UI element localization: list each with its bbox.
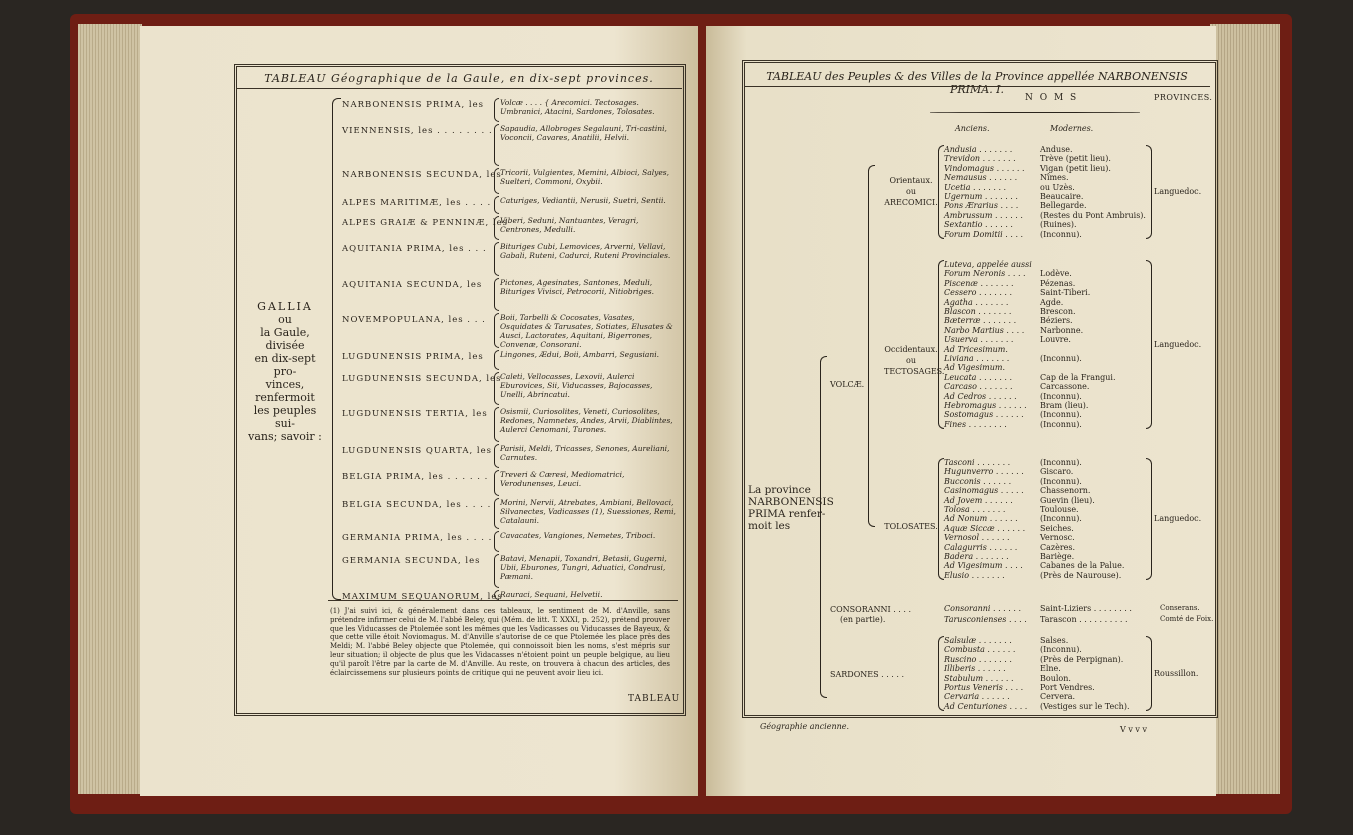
modern-name: Cervera. bbox=[1040, 692, 1076, 702]
modern-name: ou Uzès. bbox=[1040, 182, 1075, 192]
header-noms: N O M S bbox=[1025, 93, 1079, 103]
ancient-name: Tolosa . . . . . . . bbox=[944, 505, 1006, 514]
modern-name: Toulouse. bbox=[1040, 505, 1079, 514]
ancient-name: Cessero . . . . . . . bbox=[944, 288, 1013, 298]
province-name: NARBONENSIS PRIMA, les bbox=[342, 100, 484, 110]
province-peoples: Tricorii, Vulgientes, Memini, Albioci, Salyes, Suelteri, Commoni, Oxybii. bbox=[500, 168, 669, 186]
region-label: Orientaux. bbox=[889, 176, 933, 185]
modern-name: Port Vendres. bbox=[1040, 683, 1095, 692]
province-name: LUGDUNENSIS TERTIA, les bbox=[342, 409, 488, 419]
modern-name: Agde. bbox=[1040, 297, 1064, 307]
province-peoples: Bituriges Cubi, Lemovices, Arverni, Vellavi, Gabali, Ruteni, Cadurci, Ruteni Provinciales. bbox=[500, 242, 671, 260]
ancient-name: Casinomagus . . . . . bbox=[944, 486, 1024, 496]
modern-name: Guevin (lieu). bbox=[1040, 495, 1095, 505]
modern-name: Cap de la Frangui. bbox=[1040, 372, 1116, 382]
modern-name: Pézenas. bbox=[1040, 278, 1076, 288]
ancient-name: Ad Vigesimum . . . . bbox=[944, 561, 1023, 571]
gallia-line: GALLIA bbox=[257, 300, 313, 313]
footnote-rule bbox=[328, 600, 678, 601]
province-brace bbox=[494, 372, 499, 405]
province-name: Roussillon. bbox=[1154, 668, 1199, 678]
ancient-name: Combusta . . . . . . bbox=[944, 645, 1016, 655]
modern-name: Bariège. bbox=[1040, 552, 1075, 561]
province-brace-right bbox=[1146, 145, 1152, 239]
province-brace bbox=[494, 498, 499, 529]
intro-brace bbox=[820, 356, 827, 698]
province-name: AQUITANIA PRIMA, les . . . bbox=[342, 244, 487, 254]
ancient-name: Illiberis . . . . . . bbox=[944, 664, 1006, 674]
header-modernes: Modernes. bbox=[1050, 124, 1094, 133]
modern-name: (Inconnu). bbox=[1040, 229, 1082, 239]
modern-name: Saint-Liziers . . . . . . . . bbox=[1040, 604, 1132, 613]
footer-left: Géographie ancienne. bbox=[760, 722, 850, 731]
modern-name: (Inconnu). bbox=[1040, 476, 1082, 486]
page-edges-left bbox=[78, 24, 142, 794]
ancient-name: Fines . . . . . . . . bbox=[944, 419, 1007, 429]
modern-name: Louvre. bbox=[1040, 335, 1071, 345]
province-brace-right bbox=[1146, 260, 1152, 429]
ancient-name: Agatha . . . . . . . bbox=[944, 297, 1009, 307]
province-name: MAXIMUM SEQUANORUM, les bbox=[342, 592, 503, 602]
region-label: ou bbox=[906, 187, 916, 196]
modern-name: (Inconnu). bbox=[1040, 410, 1082, 420]
modern-name: Béziers. bbox=[1040, 316, 1073, 326]
province-name: BELGIA SECUNDA, les . . . . bbox=[342, 500, 492, 510]
volcae-label: VOLCÆ. bbox=[830, 380, 865, 389]
ancient-name: Portus Veneris . . . . bbox=[944, 683, 1024, 692]
consoranni-label: CONSORANNI . . . . bbox=[830, 605, 912, 614]
gallia-brace bbox=[332, 98, 341, 600]
modern-name: Vigan (petit lieu). bbox=[1040, 163, 1111, 173]
province-brace-right bbox=[1146, 636, 1152, 711]
group-brace bbox=[938, 145, 944, 239]
region-label: ou bbox=[906, 356, 916, 365]
province-brace bbox=[494, 407, 499, 442]
modern-name: (Près de Naurouse). bbox=[1040, 570, 1122, 580]
province-name: BELGIA PRIMA, les . . . . . . bbox=[342, 472, 489, 482]
gallia-line: ou bbox=[278, 313, 292, 326]
left-title-rule bbox=[236, 88, 682, 89]
modern-name: (Inconnu). bbox=[1040, 419, 1082, 429]
intro-line: NARBONENSIS bbox=[748, 496, 834, 508]
province-peoples: Viberi, Seduni, Nantuantes, Veragri, Centrones, Medulli. bbox=[500, 216, 639, 234]
ancient-name: Hugunverro . . . . . . bbox=[944, 467, 1024, 477]
province-peoples: Batavi, Menapii, Toxandri, Betasii, Gugerni, Ubii, Eburones, Tungri, Aduatici, Condrusi, Pæmani. bbox=[500, 554, 667, 581]
modern-name: (Inconnu). bbox=[1040, 645, 1082, 655]
province-peoples: Parisii, Meldi, Tricasses, Senones, Aureliani, Carnutes. bbox=[500, 444, 670, 462]
ancient-name: Ambrussum . . . . . . bbox=[944, 210, 1023, 220]
ancient-name: Andusia . . . . . . . bbox=[944, 145, 1013, 154]
ancient-name: Luteva, appelée aussi bbox=[944, 260, 1032, 269]
sardones-label: SARDONES . . . . . bbox=[830, 670, 905, 679]
ancient-name: Narbo Martius . . . . bbox=[944, 325, 1025, 335]
gallia-line: en dix-sept pro- bbox=[254, 352, 316, 378]
footer-right: V v v v bbox=[1120, 725, 1147, 734]
province-name: NOVEMPOPULANA, les . . . bbox=[342, 315, 486, 325]
province-brace bbox=[494, 313, 499, 348]
province-peoples: Caleti, Vellocasses, Lexovii, Aulerci Eburovices, Sii, Viducasses, Bajocasses, Unelli, Abrincatui. bbox=[500, 372, 653, 399]
modern-name: Cabanes de la Palue. bbox=[1040, 561, 1125, 571]
ancient-name: Liviana . . . . . . . bbox=[944, 354, 1010, 363]
modern-name: Chassenorn. bbox=[1040, 486, 1091, 496]
page-edges-right bbox=[1210, 24, 1280, 794]
modern-name: Nîmes. bbox=[1040, 173, 1069, 183]
modern-name: Lodève. bbox=[1040, 269, 1072, 279]
intro-line: moit les bbox=[748, 520, 791, 532]
footnote: (1) J'ai suivi ici, & généralement dans ces tableaux, le sentiment de M. d'Anville, sans prétendre infirmer celui de M. l'abbé Beley, qui (Mém. de litt. T. XXXI, p. 252), prétend prouver que les Viducasses de Ptolemée sont les mêmes que les Vadicasses ou Viducasses de Bayeux, & que cette ville étoit Noviomagus. M. d'Anville s'autorise de ce que Ptolemée les place près des Meldi; M. l'abbé Beley objecte que Ptolemée, qui connoissoit bien les noms, s'est mépris sur leur situation; il objecte de plus que les Vidacasses n'étoient point un peuple belgique, au lieu qu'il paroît l'être par la carte de M. d'Anville. Au reste, on trouvera à chacun des articles, des éclaircissemens sur plusieurs points de critique qui ne peuvent avoir lieu ici. bbox=[330, 607, 670, 677]
province-brace bbox=[494, 554, 499, 588]
modern-name: (Près de Perpignan). bbox=[1040, 654, 1124, 664]
ancient-name: Nemausus . . . . . . bbox=[944, 173, 1018, 183]
ancient-name: Stabulum . . . . . . bbox=[944, 673, 1014, 683]
modern-name: Narbonne. bbox=[1040, 325, 1084, 335]
ancient-name: Ugernum . . . . . . . bbox=[944, 192, 1018, 201]
modern-name: Bram (lieu). bbox=[1040, 401, 1089, 410]
group-brace bbox=[938, 636, 944, 711]
ancient-name: Piscenæ . . . . . . . bbox=[944, 278, 1014, 288]
province-brace bbox=[494, 242, 499, 276]
province-brace bbox=[494, 531, 499, 552]
volcae-brace bbox=[868, 165, 875, 527]
ancient-name: Ad Vigesimum. bbox=[944, 363, 1006, 373]
province-brace-right bbox=[1146, 458, 1152, 580]
province-name: Languedoc. bbox=[1154, 187, 1202, 196]
gallia-line: vinces, renfermoit bbox=[255, 378, 315, 404]
ancient-name: Blascon . . . . . . . bbox=[944, 307, 1012, 316]
ancient-name: Bucconis . . . . . . bbox=[944, 476, 1012, 486]
province-name: Languedoc. bbox=[1154, 339, 1202, 349]
modern-name: Saint-Tiberi. bbox=[1040, 288, 1091, 298]
modern-name: Elne. bbox=[1040, 664, 1061, 674]
province-name: LUGDUNENSIS QUARTA, les bbox=[342, 446, 493, 456]
ancient-name: Usuerva . . . . . . . bbox=[944, 335, 1014, 345]
province-name: Comté de Foix. bbox=[1160, 615, 1214, 623]
modern-name: (Inconnu). bbox=[1040, 354, 1082, 363]
province-brace bbox=[494, 590, 499, 600]
consoranni-sub: (en partie). bbox=[840, 615, 886, 624]
province-name: ALPES GRAIÆ & PENNINÆ, les bbox=[342, 218, 509, 228]
province-brace bbox=[494, 350, 499, 370]
modern-name: (Ruines). bbox=[1040, 220, 1077, 230]
ancient-name: Cervaria . . . . . . bbox=[944, 692, 1010, 702]
ancient-name: Forum Neronis . . . . bbox=[944, 269, 1026, 279]
ancient-name: Ruscino . . . . . . . bbox=[944, 654, 1012, 664]
ancient-name: Tarusconienses . . . . bbox=[944, 615, 1027, 624]
ancient-name: Calagurris . . . . . . bbox=[944, 542, 1018, 552]
ancient-name: Leucata . . . . . . . bbox=[944, 372, 1013, 382]
province-peoples: Osismii, Curiosolites, Veneti, Curiosolites, Redones, Namnetes, Andes, Arvii, Diablintes, Aulerci Cenomani, Turones. bbox=[500, 407, 673, 434]
modern-name: Tarascon . . . . . . . . . . bbox=[1040, 615, 1128, 624]
modern-name: Anduse. bbox=[1040, 145, 1073, 154]
catchword: TABLEAU bbox=[628, 694, 681, 704]
modern-name: Brescon. bbox=[1040, 307, 1076, 316]
province-peoples: Lingones, Ædui, Boii, Ambarri, Segusiani. bbox=[500, 350, 659, 359]
right-title-rule bbox=[744, 86, 1210, 87]
province-name: Conserans. bbox=[1160, 604, 1200, 612]
modern-name: (Restes du Pont Ambruis). bbox=[1040, 210, 1146, 220]
ancient-name: Trevidon . . . . . . . bbox=[944, 154, 1016, 164]
province-brace bbox=[494, 278, 499, 311]
modern-name: Boulon. bbox=[1040, 673, 1071, 683]
gallia-block bbox=[244, 300, 326, 443]
province-name: Languedoc. bbox=[1154, 514, 1202, 524]
province-brace bbox=[494, 168, 499, 194]
ancient-name: Sostomagus . . . . . . bbox=[944, 410, 1024, 420]
ancient-name: Pons Ærarius . . . . bbox=[944, 201, 1019, 211]
ancient-name: Ad Centuriones . . . . bbox=[944, 701, 1028, 711]
province-peoples: Volcæ . . . . { Arecomici. Tectosages. Umbranici, Atacini, Sardones, Tolosates. bbox=[500, 98, 655, 116]
header-anciens: Anciens. bbox=[955, 124, 990, 133]
province-brace bbox=[494, 124, 499, 166]
ancient-name: Ad Jovem . . . . . . bbox=[944, 495, 1013, 505]
province-brace bbox=[494, 196, 499, 214]
province-name: LUGDUNENSIS SECUNDA, les bbox=[342, 374, 502, 384]
ancient-name: Aquæ Siccæ . . . . . . bbox=[944, 523, 1026, 533]
province-name: GERMANIA PRIMA, les . . . . bbox=[342, 533, 493, 543]
province-peoples: Sapaudia, Allobroges Segalauni, Tri-castini, Voconcii, Cavares, Anatilii, Helvii. bbox=[500, 124, 667, 142]
modern-name: Trève (petit lieu). bbox=[1040, 154, 1111, 164]
group-brace bbox=[938, 458, 944, 580]
ancient-name: Carcaso . . . . . . . bbox=[944, 382, 1013, 392]
province-name: NARBONENSIS SECUNDA, les bbox=[342, 170, 502, 180]
province-brace bbox=[494, 98, 499, 122]
province-name: LUGDUNENSIS PRIMA, les bbox=[342, 352, 484, 362]
ancient-name: Bæterræ . . . . . . . bbox=[944, 316, 1017, 326]
modern-name: Giscaro. bbox=[1040, 467, 1074, 477]
ancient-name: Ad Cedros . . . . . . bbox=[944, 391, 1017, 401]
ancient-name: Ad Nonum . . . . . . bbox=[944, 514, 1018, 524]
modern-name: Bellegarde. bbox=[1040, 201, 1087, 211]
province-name: AQUITANIA SECUNDA, les bbox=[342, 280, 483, 290]
gallia-line: les peuples sui- bbox=[253, 404, 317, 430]
ancient-name: Salsulæ . . . . . . . bbox=[944, 636, 1012, 645]
ancient-name: Vernosol . . . . . . bbox=[944, 533, 1010, 543]
province-peoples: Boii, Tarbelli & Cocosates, Vasates, Osquidates & Tarusates, Sotiates, Elusates & Ausci, Lactorates, Aquitani, Bigerrones, Convenæ, Consorani. bbox=[500, 313, 673, 349]
ancient-name: Tasconi . . . . . . . bbox=[944, 458, 1011, 467]
modern-name: Cazères. bbox=[1040, 542, 1076, 552]
modern-name: (Inconnu). bbox=[1040, 514, 1082, 524]
province-peoples: Caturiges, Vediantii, Nerusii, Suetri, Sentii. bbox=[500, 196, 666, 205]
province-peoples: Pictones, Agesinates, Santones, Meduli, Bituriges Vivisci, Petrocorii, Nitiobriges. bbox=[500, 278, 655, 296]
right-title: TABLEAU des Peuples & des Villes de la Province appellée NARBONENSIS PRIMA. I. bbox=[766, 70, 1188, 96]
province-peoples: Morini, Nervii, Atrebates, Ambiani, Bellovaci, Silvanectes, Vadicasses (1), Suessiones, Remi, Catalauni. bbox=[500, 498, 676, 525]
modern-name: Salses. bbox=[1040, 636, 1069, 645]
ancient-name: Consoranni . . . . . . bbox=[944, 604, 1021, 613]
modern-name: Carcassone. bbox=[1040, 382, 1090, 392]
province-peoples: Rauraci, Sequani, Helvetii. bbox=[500, 590, 603, 599]
intro-line: La province bbox=[748, 484, 811, 496]
modern-name: Beaucaire. bbox=[1040, 192, 1084, 201]
modern-name: (Inconnu). bbox=[1040, 391, 1082, 401]
gallia-line: vans; savoir : bbox=[248, 430, 322, 443]
group-brace bbox=[938, 260, 944, 429]
ancient-name: Vindomagus . . . . . . bbox=[944, 163, 1025, 173]
region-label: TOLOSATES. bbox=[884, 522, 938, 531]
ancient-name: Ucetia . . . . . . . bbox=[944, 182, 1007, 192]
region-label: Occidentaux. bbox=[884, 345, 938, 354]
ancient-name: Sextantio . . . . . . bbox=[944, 220, 1013, 230]
ancient-name: Ad Tricesimum. bbox=[944, 344, 1008, 354]
gallia-line: la Gaule, divisée bbox=[260, 326, 310, 352]
region-label: ARECOMICI. bbox=[884, 198, 938, 207]
modern-name: Seiches. bbox=[1040, 523, 1074, 533]
ancient-name: Forum Domitii . . . . bbox=[944, 229, 1024, 239]
province-peoples: Cavacates, Vangiones, Nemetes, Triboci. bbox=[500, 531, 656, 540]
ancient-name: Elusio . . . . . . . bbox=[944, 570, 1005, 580]
province-peoples: Treveri & Cæresi, Mediomatrici, Verodunenses, Leuci. bbox=[500, 470, 625, 488]
noms-brace bbox=[930, 112, 1140, 113]
province-brace bbox=[494, 470, 499, 496]
province-brace bbox=[494, 444, 499, 468]
header-provinces: PROVINCES. bbox=[1154, 93, 1213, 102]
province-name: VIENNENSIS, les . . . . . . . . bbox=[342, 126, 493, 136]
modern-name: Vernosc. bbox=[1040, 533, 1075, 543]
modern-name: (Vestiges sur le Tech). bbox=[1040, 701, 1130, 711]
ancient-name: Badera . . . . . . . bbox=[944, 552, 1009, 561]
left-title: TABLEAU Géographique de la Gaule, en dix-sept provinces. bbox=[264, 72, 654, 85]
intro-line: PRIMA renfer- bbox=[748, 508, 826, 520]
province-name: GERMANIA SECUNDA, les bbox=[342, 556, 481, 566]
modern-name: (Inconnu). bbox=[1040, 458, 1082, 467]
province-brace bbox=[494, 216, 499, 240]
region-label: TECTOSAGES. bbox=[884, 367, 945, 376]
province-name: ALPES MARITIMÆ, les . . . . bbox=[342, 198, 492, 208]
ancient-name: Hebromagus . . . . . . bbox=[944, 401, 1027, 410]
province-intro bbox=[748, 484, 834, 532]
